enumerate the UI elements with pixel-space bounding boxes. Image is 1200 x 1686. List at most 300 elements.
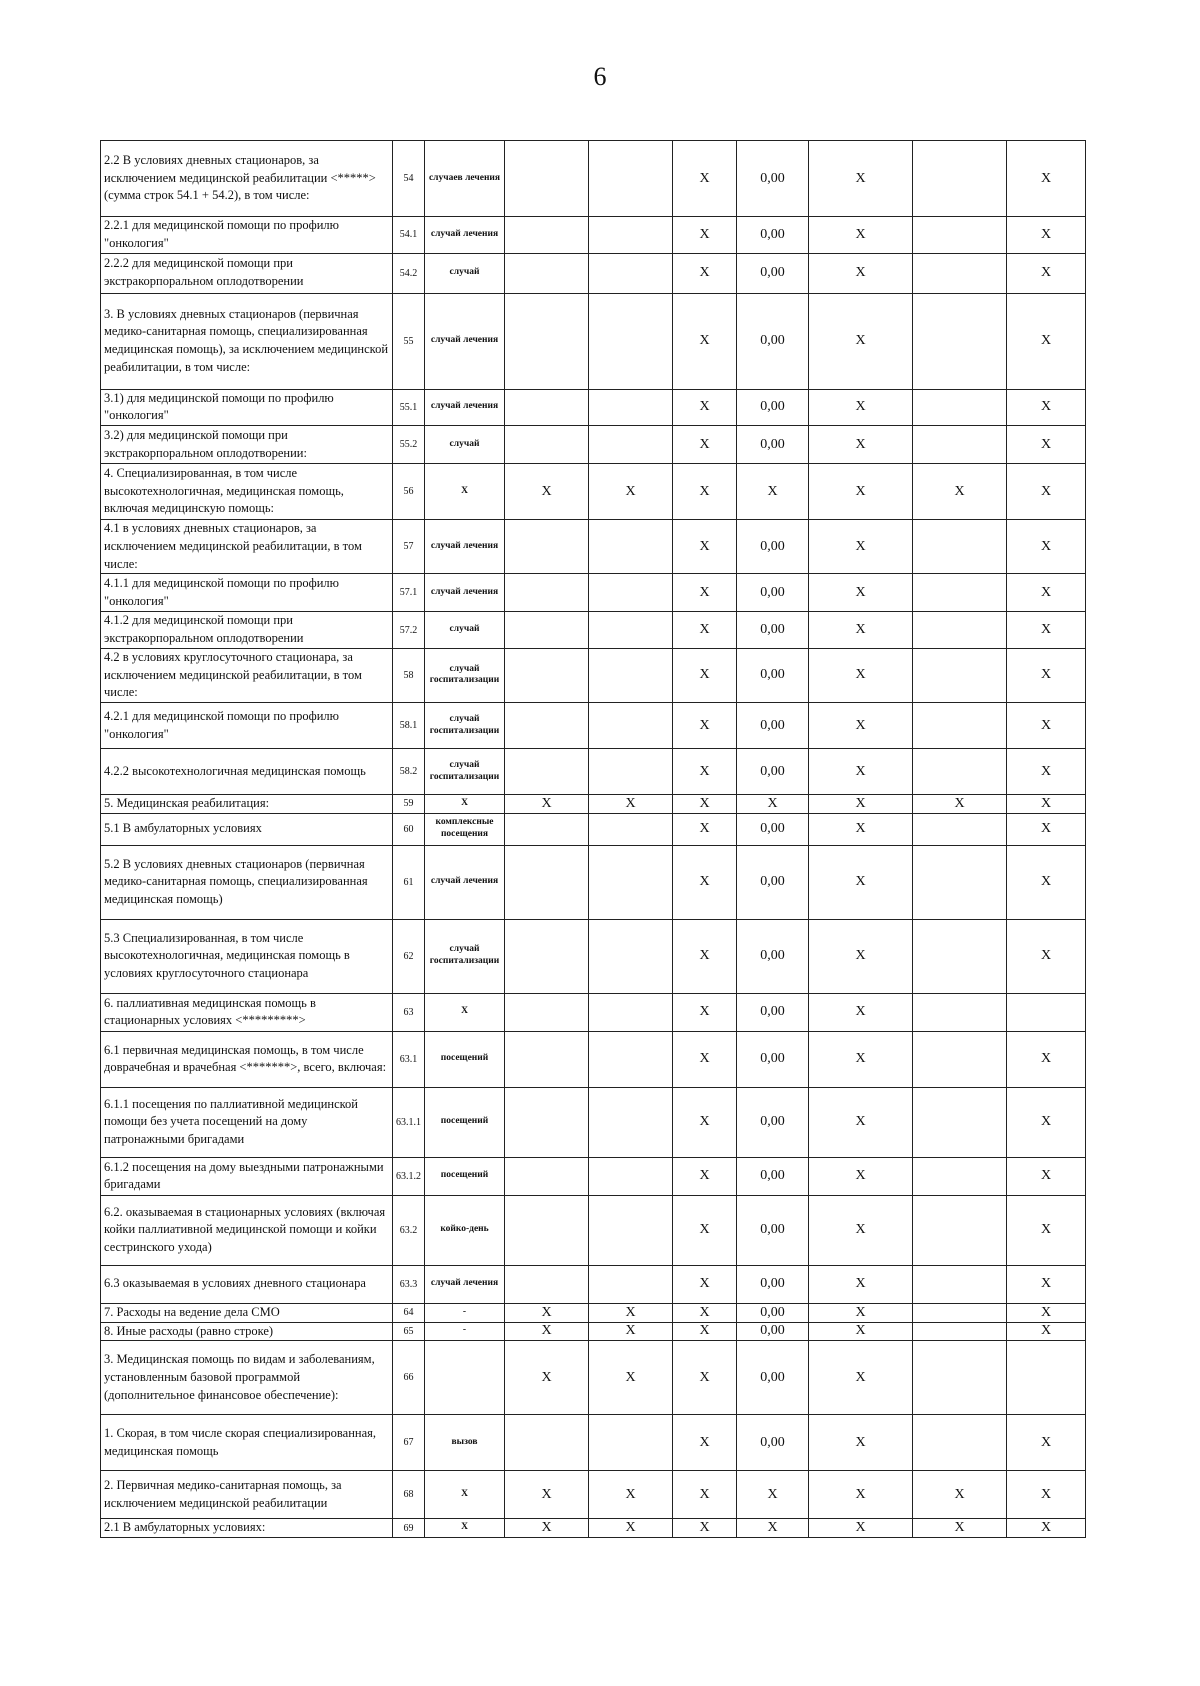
row-number: 64 <box>393 1303 425 1322</box>
value-cell: X <box>1007 1415 1086 1471</box>
unit-of-measure: случай госпитализации <box>425 648 505 702</box>
row-name: 6.2. оказываемая в стационарных условиях (включая койки паллиативной медицинской помощи и койки сестринского ухода) <box>101 1195 393 1265</box>
value-cell: X <box>1007 293 1086 389</box>
value-cell: X <box>737 464 809 520</box>
row-name: 3.1) для медицинской помощи по профилю "онкология" <box>101 389 393 426</box>
value-cell <box>913 845 1007 919</box>
table-row <box>101 389 1086 426</box>
value-cell <box>589 1415 673 1471</box>
value-cell: X <box>809 293 913 389</box>
value-cell: X <box>1007 426 1086 464</box>
value-cell: 0,00 <box>737 749 809 795</box>
unit-of-measure: посещений <box>425 1031 505 1087</box>
unit-of-measure: посещений <box>425 1087 505 1157</box>
row-number: 63.3 <box>393 1265 425 1303</box>
value-cell: X <box>809 1322 913 1341</box>
row-number: 63 <box>393 993 425 1031</box>
value-cell: X <box>1007 1157 1086 1195</box>
row-number: 54.2 <box>393 253 425 293</box>
value-cell: X <box>673 1415 737 1471</box>
value-cell: X <box>737 1471 809 1519</box>
unit-of-measure: комплексные посещения <box>425 813 505 845</box>
row-number: 66 <box>393 1341 425 1415</box>
unit-of-measure <box>425 1341 505 1415</box>
row-name: 3. Медицинская помощь по видам и заболеваниям, установленным базовой программой (дополнительное финансовое обеспечение): <box>101 1341 393 1415</box>
value-cell: X <box>809 1519 913 1538</box>
value-cell: X <box>809 520 913 574</box>
table-row <box>101 813 1086 845</box>
value-cell <box>913 1195 1007 1265</box>
value-cell <box>505 919 589 993</box>
value-cell: X <box>1007 1195 1086 1265</box>
value-cell <box>505 749 589 795</box>
value-cell: 0,00 <box>737 1265 809 1303</box>
value-cell: X <box>505 795 589 814</box>
value-cell: X <box>809 464 913 520</box>
unit-of-measure: - <box>425 1322 505 1341</box>
value-cell <box>913 253 1007 293</box>
value-cell: X <box>1007 1031 1086 1087</box>
value-cell <box>505 703 589 749</box>
table-row <box>101 919 1086 993</box>
value-cell <box>913 1341 1007 1415</box>
unit-of-measure: X <box>425 795 505 814</box>
row-name: 2.2.2 для медицинской помощи при экстракорпоральном оплодотворении <box>101 253 393 293</box>
row-number: 69 <box>393 1519 425 1538</box>
value-cell <box>505 520 589 574</box>
row-name: 5.1 В амбулаторных условиях <box>101 813 393 845</box>
table-row <box>101 1265 1086 1303</box>
value-cell: X <box>673 845 737 919</box>
value-cell <box>589 389 673 426</box>
table-row <box>101 574 1086 612</box>
row-name: 2. Первичная медико-санитарная помощь, за исключением медицинской реабилитации <box>101 1471 393 1519</box>
row-name: 6. паллиативная медицинская помощь в стационарных условиях <*********> <box>101 993 393 1031</box>
value-cell <box>589 919 673 993</box>
unit-of-measure: случай <box>425 612 505 649</box>
value-cell <box>589 749 673 795</box>
table-row <box>101 749 1086 795</box>
value-cell: X <box>809 703 913 749</box>
value-cell <box>589 1157 673 1195</box>
value-cell: X <box>809 1031 913 1087</box>
value-cell: X <box>1007 464 1086 520</box>
value-cell: X <box>673 1471 737 1519</box>
value-cell: 0,00 <box>737 993 809 1031</box>
value-cell: X <box>913 1519 1007 1538</box>
table-row <box>101 1303 1086 1322</box>
table-row <box>101 1341 1086 1415</box>
row-number: 63.1.1 <box>393 1087 425 1157</box>
value-cell: X <box>1007 1303 1086 1322</box>
value-cell: X <box>673 1031 737 1087</box>
value-cell: X <box>737 795 809 814</box>
value-cell: X <box>1007 648 1086 702</box>
value-cell <box>913 141 1007 217</box>
row-name: 6.1.1 посещения по паллиативной медицинской помощи без учета посещений на дому патронажными бригадами <box>101 1087 393 1157</box>
value-cell: X <box>673 389 737 426</box>
value-cell: 0,00 <box>737 1415 809 1471</box>
row-name: 5.3 Специализированная, в том числе высокотехнологичная, медицинская помощь в условиях круглосуточного стационара <box>101 919 393 993</box>
row-name: 2.2 В условиях дневных стационаров, за исключением медицинской реабилитации <*****> (сумма строк 54.1 + 54.2), в том числе: <box>101 141 393 217</box>
row-name: 6.1 первичная медицинская помощь, в том числе доврачебная и врачебная <*******>, всего, включая: <box>101 1031 393 1087</box>
value-cell: X <box>809 1265 913 1303</box>
row-number: 65 <box>393 1322 425 1341</box>
value-cell: X <box>1007 253 1086 293</box>
value-cell: 0,00 <box>737 1087 809 1157</box>
value-cell: X <box>673 217 737 254</box>
unit-of-measure: случай лечения <box>425 293 505 389</box>
value-cell <box>589 520 673 574</box>
unit-of-measure: случай <box>425 426 505 464</box>
row-number: 60 <box>393 813 425 845</box>
unit-of-measure: случай лечения <box>425 574 505 612</box>
row-name: 8. Иные расходы (равно строке) <box>101 1322 393 1341</box>
value-cell <box>913 813 1007 845</box>
value-cell: X <box>1007 1265 1086 1303</box>
row-name: 4.1.2 для медицинской помощи при экстракорпоральном оплодотворении <box>101 612 393 649</box>
table-row <box>101 795 1086 814</box>
row-number: 57 <box>393 520 425 574</box>
value-cell: X <box>673 1195 737 1265</box>
table-row <box>101 1087 1086 1157</box>
value-cell <box>913 1415 1007 1471</box>
value-cell: X <box>809 426 913 464</box>
value-cell: X <box>1007 749 1086 795</box>
value-cell: X <box>673 293 737 389</box>
value-cell: X <box>589 464 673 520</box>
unit-of-measure: случай госпитализации <box>425 749 505 795</box>
value-cell <box>589 253 673 293</box>
value-cell: X <box>809 1341 913 1415</box>
value-cell: X <box>505 1519 589 1538</box>
value-cell <box>1007 993 1086 1031</box>
value-cell: X <box>1007 1471 1086 1519</box>
value-cell: 0,00 <box>737 648 809 702</box>
value-cell: 0,00 <box>737 1031 809 1087</box>
value-cell: X <box>809 749 913 795</box>
unit-of-measure: случай лечения <box>425 217 505 254</box>
value-cell: 0,00 <box>737 1303 809 1322</box>
row-number: 58.2 <box>393 749 425 795</box>
value-cell <box>913 520 1007 574</box>
value-cell: X <box>809 1087 913 1157</box>
row-name: 4.2.1 для медицинской помощи по профилю "онкология" <box>101 703 393 749</box>
row-name: 6.3 оказываемая в условиях дневного стационара <box>101 1265 393 1303</box>
page-number: 6 <box>593 62 607 91</box>
value-cell <box>589 1087 673 1157</box>
value-cell: 0,00 <box>737 520 809 574</box>
row-number: 57.1 <box>393 574 425 612</box>
value-cell <box>913 426 1007 464</box>
table-row <box>101 1157 1086 1195</box>
table-row <box>101 993 1086 1031</box>
table-row <box>101 141 1086 217</box>
row-number: 63.1 <box>393 1031 425 1087</box>
value-cell: X <box>809 919 913 993</box>
row-name: 3.2) для медицинской помощи при экстракорпоральном оплодотворении: <box>101 426 393 464</box>
value-cell: 0,00 <box>737 703 809 749</box>
value-cell: X <box>505 1303 589 1322</box>
row-number: 54 <box>393 141 425 217</box>
unit-of-measure: случай лечения <box>425 1265 505 1303</box>
value-cell <box>589 845 673 919</box>
value-cell: X <box>1007 919 1086 993</box>
value-cell <box>589 426 673 464</box>
value-cell: X <box>673 703 737 749</box>
value-cell <box>913 293 1007 389</box>
value-cell <box>505 1195 589 1265</box>
value-cell: 0,00 <box>737 1157 809 1195</box>
row-number: 55.2 <box>393 426 425 464</box>
table-row <box>101 648 1086 702</box>
value-cell: X <box>809 845 913 919</box>
value-cell <box>913 1031 1007 1087</box>
value-cell: X <box>673 648 737 702</box>
value-cell: X <box>673 1157 737 1195</box>
row-name: 7. Расходы на ведение дела СМО <box>101 1303 393 1322</box>
value-cell <box>589 217 673 254</box>
value-cell: X <box>1007 520 1086 574</box>
row-number: 63.1.2 <box>393 1157 425 1195</box>
value-cell: 0,00 <box>737 1341 809 1415</box>
unit-of-measure: X <box>425 993 505 1031</box>
value-cell: X <box>505 1471 589 1519</box>
value-cell: 0,00 <box>737 389 809 426</box>
row-number: 67 <box>393 1415 425 1471</box>
unit-of-measure: койко-день <box>425 1195 505 1265</box>
value-cell <box>505 1031 589 1087</box>
value-cell <box>913 389 1007 426</box>
value-cell: X <box>809 217 913 254</box>
unit-of-measure: вызов <box>425 1415 505 1471</box>
value-cell: X <box>673 1519 737 1538</box>
value-cell: X <box>589 1471 673 1519</box>
row-name: 6.1.2 посещения на дому выездными патронажными бригадами <box>101 1157 393 1195</box>
value-cell: X <box>1007 1519 1086 1538</box>
value-cell <box>589 1265 673 1303</box>
value-cell <box>913 1303 1007 1322</box>
value-cell: X <box>673 612 737 649</box>
value-cell <box>505 845 589 919</box>
value-cell: X <box>1007 389 1086 426</box>
value-cell: 0,00 <box>737 293 809 389</box>
value-cell: X <box>673 1322 737 1341</box>
value-cell: X <box>913 464 1007 520</box>
value-cell: X <box>809 1303 913 1322</box>
unit-of-measure: случай госпитализации <box>425 703 505 749</box>
value-cell <box>505 217 589 254</box>
value-cell: X <box>673 253 737 293</box>
value-cell <box>505 1157 589 1195</box>
value-cell: X <box>673 141 737 217</box>
value-cell: 0,00 <box>737 141 809 217</box>
unit-of-measure: случай <box>425 253 505 293</box>
unit-of-measure: случаев лечения <box>425 141 505 217</box>
row-number: 68 <box>393 1471 425 1519</box>
row-name: 4.1.1 для медицинской помощи по профилю "онкология" <box>101 574 393 612</box>
value-cell <box>1007 1341 1086 1415</box>
value-cell: X <box>673 919 737 993</box>
value-cell: X <box>809 574 913 612</box>
row-name: 2.1 В амбулаторных условиях: <box>101 1519 393 1538</box>
row-name: 5. Медицинская реабилитация: <box>101 795 393 814</box>
value-cell: X <box>809 1471 913 1519</box>
value-cell: X <box>673 1265 737 1303</box>
value-cell: X <box>1007 141 1086 217</box>
row-number: 55.1 <box>393 389 425 426</box>
unit-of-measure: - <box>425 1303 505 1322</box>
table-row <box>101 1415 1086 1471</box>
table-row <box>101 1519 1086 1538</box>
row-number: 58.1 <box>393 703 425 749</box>
value-cell <box>505 293 589 389</box>
value-cell: X <box>673 1087 737 1157</box>
unit-of-measure: X <box>425 1519 505 1538</box>
value-cell <box>913 703 1007 749</box>
value-cell <box>913 749 1007 795</box>
value-cell <box>913 1157 1007 1195</box>
value-cell <box>505 574 589 612</box>
row-number: 57.2 <box>393 612 425 649</box>
value-cell: 0,00 <box>737 612 809 649</box>
unit-of-measure: посещений <box>425 1157 505 1195</box>
value-cell: X <box>809 993 913 1031</box>
value-cell: X <box>673 426 737 464</box>
value-cell <box>589 293 673 389</box>
table-row <box>101 293 1086 389</box>
table-row <box>101 464 1086 520</box>
value-cell <box>505 389 589 426</box>
table-row <box>101 520 1086 574</box>
value-cell: 0,00 <box>737 426 809 464</box>
table-row <box>101 426 1086 464</box>
value-cell <box>913 1265 1007 1303</box>
value-cell <box>589 141 673 217</box>
row-name: 4.2.2 высокотехнологичная медицинская помощь <box>101 749 393 795</box>
table-row <box>101 1195 1086 1265</box>
value-cell: X <box>809 1157 913 1195</box>
value-cell <box>505 993 589 1031</box>
value-cell <box>913 612 1007 649</box>
value-cell: X <box>589 795 673 814</box>
value-cell <box>913 574 1007 612</box>
value-cell: 0,00 <box>737 1322 809 1341</box>
value-cell <box>913 217 1007 254</box>
value-cell <box>505 648 589 702</box>
value-cell: X <box>809 1415 913 1471</box>
value-cell: X <box>673 464 737 520</box>
table-row <box>101 612 1086 649</box>
table-row <box>101 703 1086 749</box>
value-cell: 0,00 <box>737 845 809 919</box>
table-row <box>101 217 1086 254</box>
value-cell: X <box>913 795 1007 814</box>
table-row <box>101 1322 1086 1341</box>
unit-of-measure: случай лечения <box>425 845 505 919</box>
row-number: 63.2 <box>393 1195 425 1265</box>
value-cell: X <box>809 813 913 845</box>
value-cell <box>589 1031 673 1087</box>
value-cell <box>589 703 673 749</box>
value-cell: X <box>737 1519 809 1538</box>
unit-of-measure: случай госпитализации <box>425 919 505 993</box>
value-cell: 0,00 <box>737 813 809 845</box>
value-cell: X <box>913 1471 1007 1519</box>
value-cell: X <box>809 1195 913 1265</box>
row-name: 4.1 в условиях дневных стационаров, за исключением медицинской реабилитации, в том числе: <box>101 520 393 574</box>
value-cell <box>589 648 673 702</box>
value-cell <box>913 1322 1007 1341</box>
table-row <box>101 845 1086 919</box>
value-cell <box>913 648 1007 702</box>
value-cell: X <box>1007 217 1086 254</box>
value-cell <box>505 1265 589 1303</box>
value-cell <box>913 993 1007 1031</box>
value-cell <box>505 426 589 464</box>
table-row <box>101 253 1086 293</box>
unit-of-measure: случай лечения <box>425 389 505 426</box>
value-cell: X <box>673 749 737 795</box>
row-number: 56 <box>393 464 425 520</box>
row-name: 4.2 в условиях круглосуточного стационара, за исключением медицинской реабилитации, в том числе: <box>101 648 393 702</box>
value-cell: X <box>809 795 913 814</box>
value-cell: 0,00 <box>737 919 809 993</box>
value-cell <box>505 612 589 649</box>
financial-table <box>100 140 1086 1538</box>
row-name: 1. Скорая, в том числе скорая специализированная, медицинская помощь <box>101 1415 393 1471</box>
value-cell <box>589 574 673 612</box>
value-cell <box>589 612 673 649</box>
row-name: 5.2 В условиях дневных стационаров (первичная медико-санитарная помощь, специализированная медицинская помощь) <box>101 845 393 919</box>
row-number: 62 <box>393 919 425 993</box>
value-cell: X <box>505 464 589 520</box>
value-cell: 0,00 <box>737 1195 809 1265</box>
value-cell <box>505 813 589 845</box>
row-name: 2.2.1 для медицинской помощи по профилю "онкология" <box>101 217 393 254</box>
row-number: 55 <box>393 293 425 389</box>
unit-of-measure: X <box>425 464 505 520</box>
value-cell: X <box>589 1303 673 1322</box>
value-cell <box>505 1087 589 1157</box>
value-cell: X <box>1007 703 1086 749</box>
value-cell: X <box>1007 1087 1086 1157</box>
value-cell <box>913 919 1007 993</box>
value-cell: X <box>589 1322 673 1341</box>
table-row <box>101 1471 1086 1519</box>
value-cell: X <box>1007 1322 1086 1341</box>
value-cell <box>913 1087 1007 1157</box>
value-cell: X <box>1007 574 1086 612</box>
unit-of-measure: случай лечения <box>425 520 505 574</box>
value-cell: X <box>809 141 913 217</box>
value-cell: X <box>809 612 913 649</box>
table-body <box>101 141 1086 1538</box>
value-cell: X <box>673 1303 737 1322</box>
value-cell: X <box>673 1341 737 1415</box>
value-cell: X <box>673 813 737 845</box>
value-cell: 0,00 <box>737 253 809 293</box>
unit-of-measure: X <box>425 1471 505 1519</box>
value-cell: X <box>505 1341 589 1415</box>
value-cell <box>505 141 589 217</box>
value-cell <box>505 253 589 293</box>
value-cell: X <box>809 389 913 426</box>
value-cell: X <box>673 795 737 814</box>
value-cell: X <box>1007 845 1086 919</box>
row-number: 58 <box>393 648 425 702</box>
value-cell <box>589 1195 673 1265</box>
